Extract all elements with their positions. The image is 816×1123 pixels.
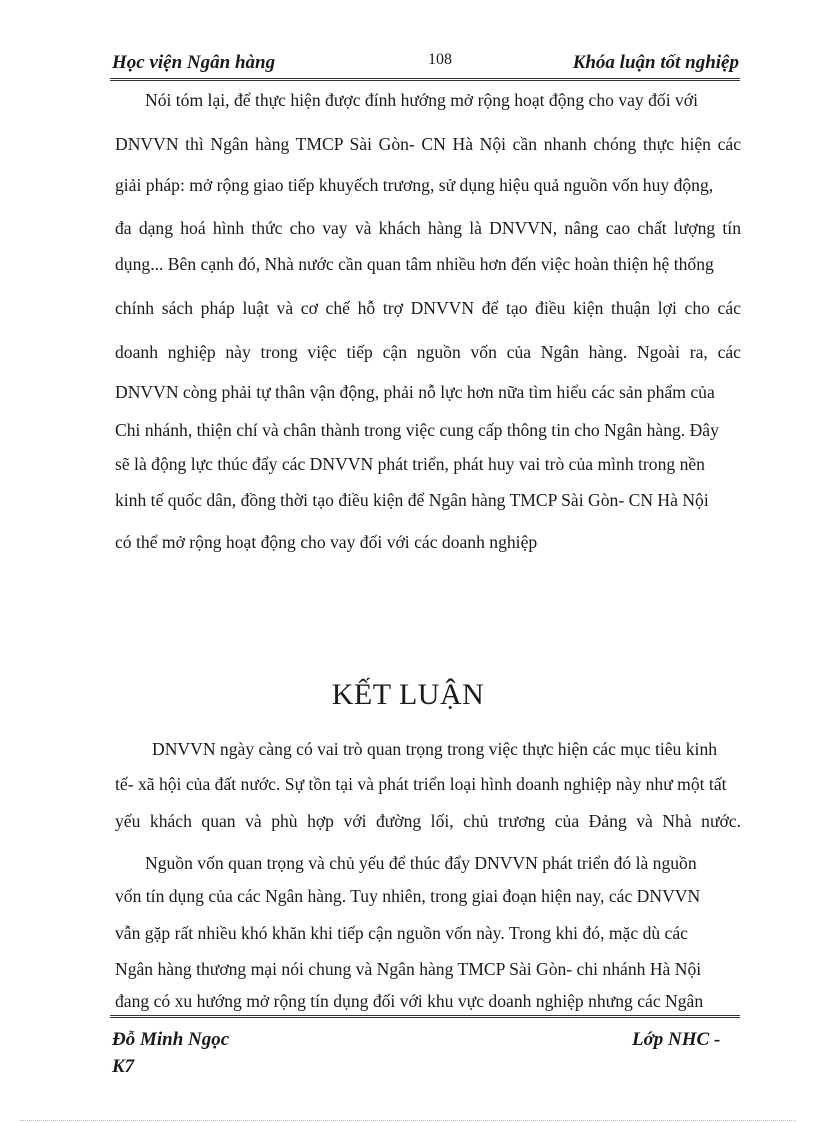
summary-line: DNVVN thì Ngân hàng TMCP Sài Gòn- CN Hà Nội cần nhanh chóng thực hiện các [115, 134, 741, 154]
summary-line: doanh nghiệp này trong việc tiếp cận nguồn vốn của Ngân hàng. Ngoài ra, các [115, 342, 741, 362]
footer-cohort: K7 [112, 1056, 135, 1077]
footer-divider [110, 1015, 740, 1018]
summary-line: DNVVN còng phải tự thân vận động, phải nỗ lực hơn nữa tìm hiểu các sản phẩm của [115, 382, 715, 402]
summary-line: giải pháp: mở rộng giao tiếp khuyếch trương, sử dụng hiệu quả nguồn vốn huy động, [115, 175, 714, 195]
summary-line: dụng... Bên cạnh đó, Nhà nước cần quan tâm nhiều hơn đến việc hoàn thiện hệ thống [115, 254, 714, 274]
header-divider [110, 78, 740, 81]
summary-line: chính sách pháp luật và cơ chế hỗ trợ DNVVN để tạo điều kiện thuận lợi cho các [115, 298, 741, 318]
conclusion-line: DNVVN ngày càng có vai trò quan trọng trong việc thực hiện các mục tiêu kinh [152, 739, 718, 759]
summary-line: kinh tế quốc dân, đồng thời tạo điều kiện để Ngân hàng TMCP Sài Gòn- CN Hà Nội [115, 490, 709, 510]
footer-class: Lớp NHC - [632, 1029, 721, 1050]
footer-author: Đỗ Minh Ngọc [112, 1029, 230, 1050]
summary-line: Chi nhánh, thiện chí và chân thành trong việc cung cấp thông tin cho Ngân hàng. Đây [115, 420, 719, 440]
conclusion-line: Ngân hàng thương mại nói chung và Ngân hàng TMCP Sài Gòn- chi nhánh Hà Nội [115, 959, 702, 979]
summary-line: sẽ là động lực thúc đẩy các DNVVN phát triển, phát huy vai trò của mình trong nền [115, 454, 705, 474]
summary-line: đa dạng hoá hình thức cho vay và khách hàng là DNVVN, nâng cao chất lượng tín [115, 218, 741, 238]
conclusion-line: vốn tín dụng của các Ngân hàng. Tuy nhiên, trong giai đoạn hiện nay, các DNVVN [115, 886, 701, 906]
summary-line: Nói tóm lại, để thực hiện được đính hướng mở rộng hoạt động cho vay đối với [145, 90, 698, 110]
page-number: 108 [428, 51, 452, 68]
conclusion-line: tế- xã hội của đất nước. Sự tồn tại và phát triển loại hình doanh nghiệp này như một tất [115, 774, 727, 794]
conclusion-line: yếu khách quan và phù hợp với đường lối, chủ trương của Đảng và Nhà nước. [115, 811, 741, 831]
page-edge-divider [20, 1120, 796, 1121]
header-thesis-type: Khóa luận tốt nghiệp [572, 52, 739, 73]
conclusion-line: vẫn gặp rất nhiều khó khăn khi tiếp cận nguồn vốn này. Trong khi đó, mặc dù các [115, 923, 688, 943]
conclusion-title: KẾT LUẬN [331, 678, 485, 711]
conclusion-line: Nguồn vốn quan trọng và chủ yếu để thúc đẩy DNVVN phát triển đó là nguồn [145, 853, 697, 873]
header-institution: Học viện Ngân hàng [112, 52, 276, 73]
conclusion-line: đang có xu hướng mở rộng tín dụng đối với khu vực doanh nghiệp nhưng các Ngân [115, 991, 704, 1011]
summary-line: có thể mở rộng hoạt động cho vay đối với các doanh nghiệp [115, 532, 538, 552]
